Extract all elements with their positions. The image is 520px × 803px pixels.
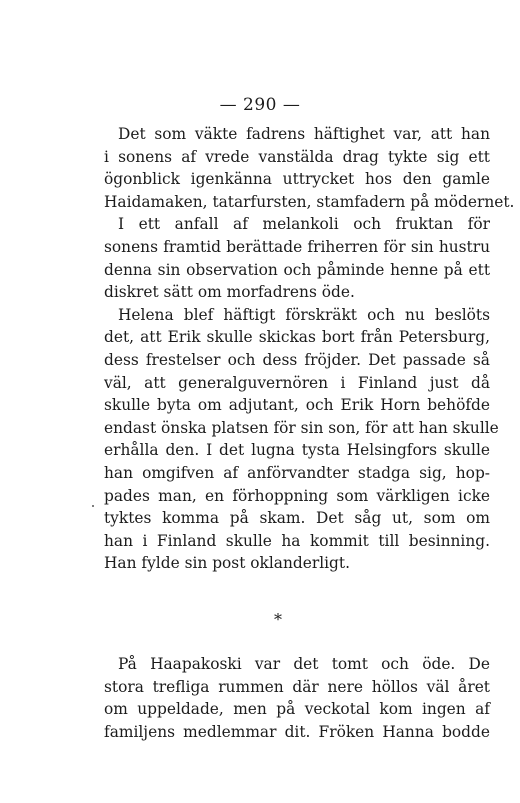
- text-line: sonens framtid berättade friherren för sin hustru: [104, 237, 490, 256]
- section-separator: *: [274, 610, 282, 629]
- paragraph: [104, 213, 490, 303]
- text-line: tyktes komma på skam. Det såg ut, som om: [104, 509, 490, 528]
- text-block-bottom: [104, 653, 490, 743]
- text-line: om uppeldade, men på veckotal kom ingen af: [104, 700, 490, 719]
- text-line: erhålla den. I det lugna tysta Helsingfors skulle: [104, 441, 490, 460]
- text-line: diskret sätt om morfadrens öde.: [104, 283, 355, 302]
- text-line: Haidamaken, tatarfursten, stamfadern på mödernet.: [104, 192, 515, 211]
- text-block-top: [104, 123, 515, 575]
- text-line: familjens medlemmar dit. Fröken Hanna bodde: [104, 722, 490, 741]
- text-line: dess frestelser och dess fröjder. Det passade så: [104, 350, 490, 369]
- text-line: Helena blef häftigt förskräkt och nu beslöts: [118, 305, 490, 324]
- text-line: denna sin observation och påminde henne på ett: [104, 260, 490, 279]
- paragraph: [104, 653, 490, 743]
- text-line: endast önska platsen för sin son, för att han skulle: [104, 418, 499, 437]
- text-line: Han fylde sin post oklanderligt.: [104, 554, 350, 573]
- text-line: pades man, en förhoppning som värkligen icke: [104, 486, 490, 505]
- paragraph: [104, 304, 499, 575]
- page-number: — 290 —: [219, 95, 301, 115]
- paragraph: [104, 123, 515, 213]
- text-line: väl, att generalguvernören i Finland just då: [104, 373, 490, 392]
- text-line: han i Finland skulle ha kommit till besinning.: [104, 531, 490, 550]
- print-speck: [92, 505, 94, 507]
- text-line: ögonblick igenkänna uttrycket hos den gamle: [104, 170, 490, 189]
- text-line: det, att Erik skulle skickas bort från Petersburg,: [104, 328, 490, 347]
- text-line: På Haapakoski var det tomt och öde. De: [118, 655, 490, 673]
- text-line: i sonens af vrede vanstälda drag tykte sig ett: [104, 147, 490, 166]
- text-line: stora trefliga rummen där nere höllos väl året: [104, 677, 490, 696]
- text-line: skulle byta om adjutant, och Erik Horn behöfde: [104, 396, 490, 415]
- text-line: han omgifven af anförvandter stadga sig, hop-: [104, 463, 490, 482]
- text-line: I ett anfall af melankoli och fruktan för: [118, 215, 490, 234]
- text-line: Det som väkte fadrens häftighet var, att han: [118, 125, 490, 143]
